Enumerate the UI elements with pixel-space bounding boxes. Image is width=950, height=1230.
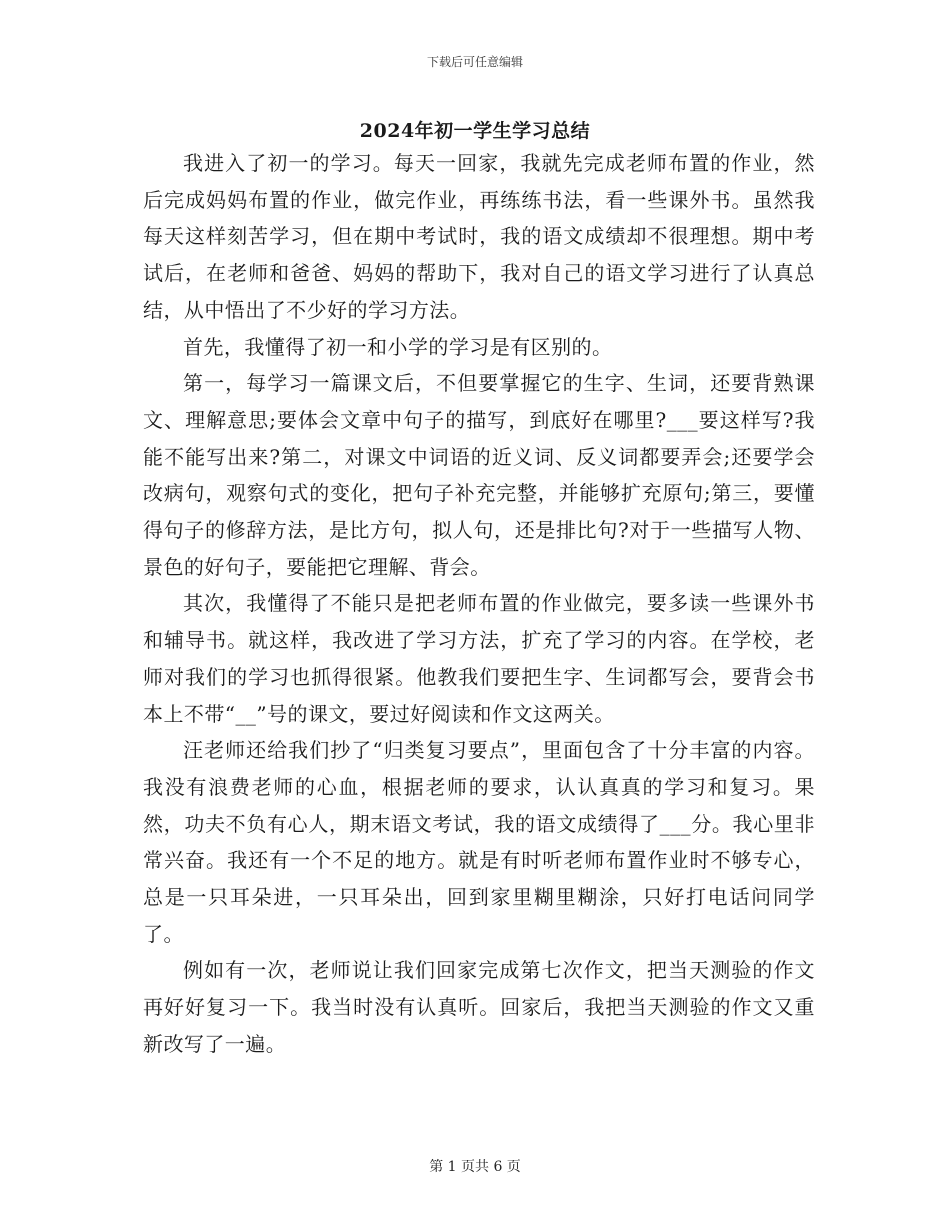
header-note: 下载后可任意编辑 <box>426 55 523 69</box>
paragraph: 我进入了初一的学习。每天一回家，我就先完成老师布置的作业，然后完成妈妈布置的作业，做完作业，再练练书法，看一些课外书。虽然我每天这样刻苦学习，但在期中考试时，我的语文成绩却不很理想。期中考试后，在老师和爸爸、妈妈的帮助下，我对自己的语文学习进行了认真总结，从中悟出了不少好的学习方法。 <box>143 151 815 322</box>
paragraph: 例如有一次，老师说让我们回家完成第七次作文，把当天测验的作文再好好复习一下。我当时没有认真听。回家后，我把当天测验的作文又重新改写了一遍。 <box>143 958 815 1056</box>
paragraph: 汪老师还给我们抄了“归类复习要点”，里面包含了十分丰富的内容。我没有浪费老师的心血，根据老师的要求，认认真真的学习和复习。果然，功夫不负有心人，期末语文考试，我的语文成绩得了___分。我心里非常兴奋。我还有一个不足的地方。就是有时听老师布置作业时不够专心，总是一只耳朵进，一只耳朵出，回到家里糊里糊涂，只好打电话问同学了。 <box>143 738 815 946</box>
paragraph: 首先，我懂得了初一和小学的学习是有区别的。 <box>183 334 613 359</box>
document-title: 2024年初一学生学习总结 <box>359 120 591 142</box>
paragraph: 其次，我懂得了不能只是把老师布置的作业做完，要多读一些课外书和辅导书。就这样，我改进了学习方法，扩充了学习的内容。在学校，老师对我们的学习也抓得很紧。他教我们要把生字、生词都写会，要背会书本上不带“__”号的课文，要过好阅读和作文这两关。 <box>143 591 815 726</box>
paragraph: 第一，每学习一篇课文后，不但要掌握它的生字、生词，还要背熟课文、理解意思;要体会文章中句子的描写，到底好在哪里?___要这样写?我能不能写出来?第二，对课文中词语的近义词、反义词都要弄会;还要学会改病句，观察句式的变化，把句子补充完整，并能够扩充原句;第三，要懂得句子的修辞方法，是比方句，拟人句，还是排比句?对于一些描写人物、景色的好句子，要能把它理解、背会。 <box>143 371 815 579</box>
page-footer: 第 1 页共 6 页 <box>429 1159 521 1175</box>
document-body <box>143 145 815 1063</box>
